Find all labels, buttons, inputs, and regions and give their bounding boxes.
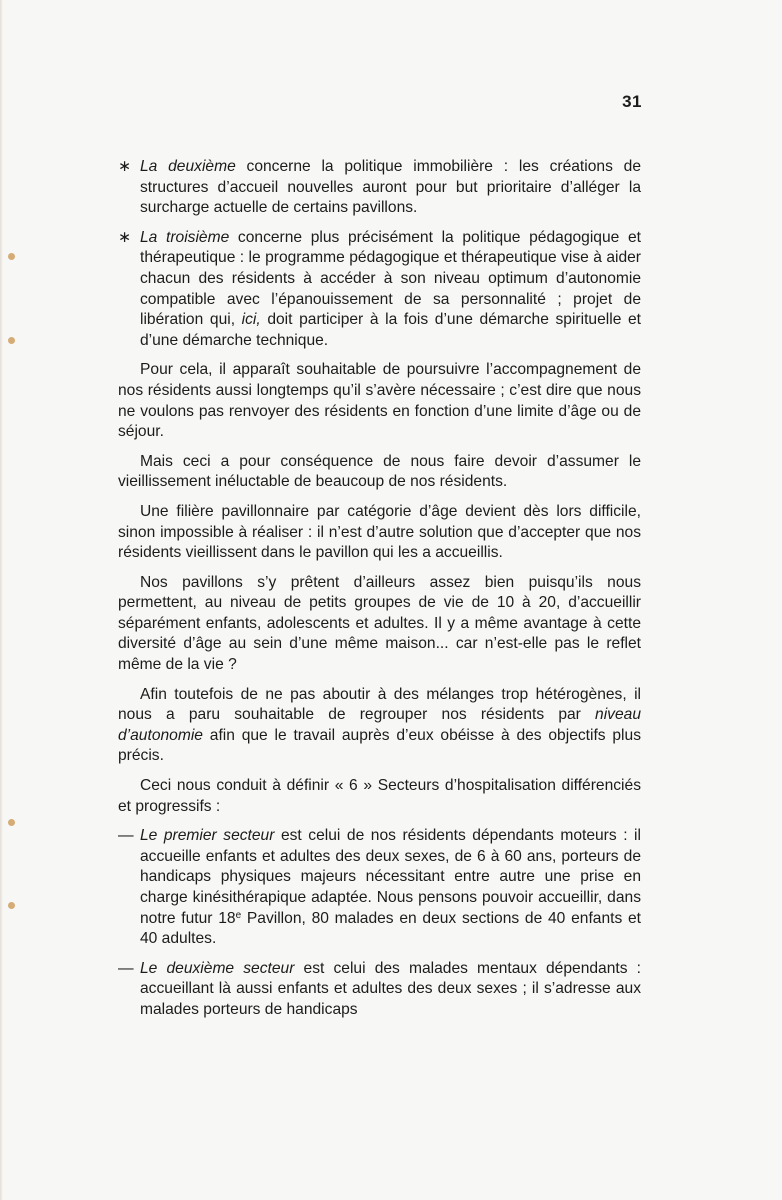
italic-term: Le premier secteur [140,827,275,845]
italic-term: ici, [241,311,261,329]
asterisk-bullet: ∗ [118,228,132,246]
dash-bullet: — [118,959,134,977]
italic-term: La troisième [140,228,230,246]
binding-hole-mark [8,819,15,826]
document-body [118,157,641,1030]
paragraph-dash-premier-secteur [118,826,641,950]
paragraph: Nos pavillons s’y prêtent d’ailleurs assez bien puisqu’ils nous permettent, au niveau de petits groupes de vie de 10 à 20, d’accueillir séparément enfants, adolescents et adultes. Il y a même avantage à cette diversité d’âge au sein d’une même maison... car n’est-elle pas le reflet même de la vie ? [118,573,641,674]
dash-bullet: — [118,827,134,845]
italic-term: niveau d’autonomie [118,706,641,744]
asterisk-bullet: ∗ [118,158,132,175]
paragraph-bullet-troisieme [118,228,641,352]
paragraph-text: Afin toutefois de ne pas aboutir à des mélanges trop hétérogènes, il nous a paru souhaitable de regrouper nos résidents par [118,685,641,724]
superscript-ordinal: e [235,909,242,921]
page-number: 31 [622,92,642,111]
paragraph: Pour cela, il apparaît souhaitable de poursuivre l’accompagnement de nos résidents aussi longtemps qu’il s’avère nécessaire ; c’est dire que nous ne voulons pas renvoyer des résidents en fonction d’une limite d’âge ou de séjour. [118,361,641,441]
italic-term: Le deuxième secteur [140,959,295,977]
binding-hole-mark [8,337,15,344]
paragraph: Mais ceci a pour conséquence de nous faire devoir d’assumer le vieillissement inéluctable de beaucoup de nos résidents. [118,452,641,491]
paragraph: Une filière pavillonnaire par catégorie d’âge devient dès lors difficile, sinon impossible à réaliser : il n’est d’autre solution que d’accepter que nos résidents vieillissent dans le pavillon qui les a accueillis. [118,502,641,562]
paragraph-text: doit participer à la fois d’une démarche spirituelle et d’une démarche technique. [140,311,641,349]
paragraph [118,685,641,767]
paragraph-text: afin que le travail auprès d’eux obéisse à des objectifs plus précis. [118,726,641,765]
paragraph: Ceci nous conduit à définir « 6 » Secteurs d’hospitalisation différenciés et progressifs : [118,777,641,815]
paragraph-text: concerne la politique immobilière : les créations de structures d’accueil nouvelles auront pour but prioritaire d’alléger la surcharge actuelle de certains pavillons. [140,158,641,217]
paragraph-dash-deuxieme-secteur [118,959,641,1021]
paragraph-text: concerne plus précisément la politique pédagogique et thérapeutique : le programme pédagogique et thérapeutique vise à aider chacun des résidents à accéder à son niveau optimum d’autonomie compatible avec l’épanouissement de sa personnalité ; projet de libération qui, [140,228,641,329]
paragraph-text: est celui des malades mentaux dépendants : accueillant là aussi enfants et adultes des deux sexes ; il s’adresse aux malades porteurs de handicaps [140,959,641,1018]
binding-hole-mark [8,253,15,260]
paragraph-text: est celui de nos résidents dépendants moteurs : il accueille enfants et adultes des deux sexes, de 6 à 60 ans, porteurs de handicaps physiques majeurs nécessitant entre autre une prise en charge kinésithérapique adaptée. Nous pensons pouvoir accueillir, dans notre futur 18 [140,827,641,927]
binding-hole-mark [8,902,15,909]
page-edge-shadow [0,0,3,1200]
italic-term: La deuxième [140,158,236,175]
paragraph-text: Pavillon, 80 malades en deux sections de 40 enfants et 40 adultes. [140,909,641,948]
paragraph-bullet-deuxieme [118,157,641,219]
